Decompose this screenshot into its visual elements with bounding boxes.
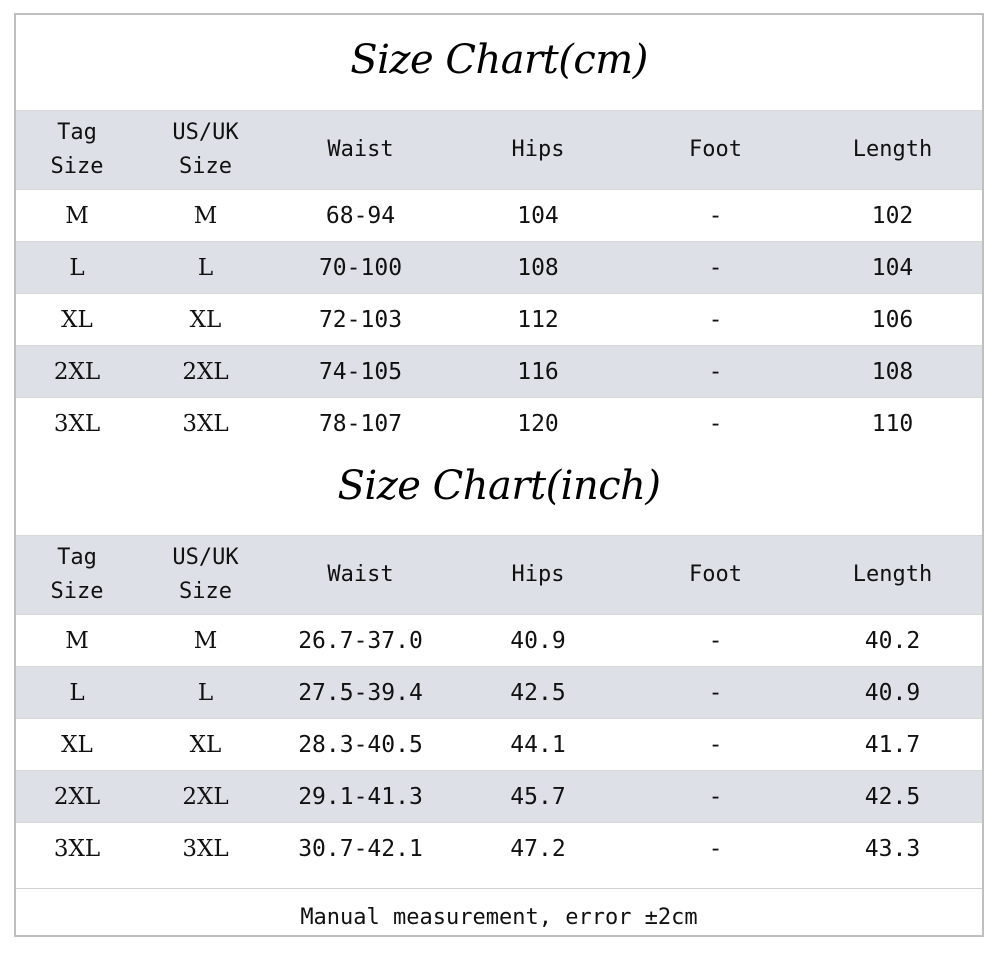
cell-us-uk-size: 2XL [138,771,273,823]
cell-hips: 104 [448,190,628,242]
cell-hips: 44.1 [448,719,628,771]
cell-length: 104 [803,242,982,294]
cell-hips: 120 [448,398,628,450]
cell-hips: 112 [448,294,628,346]
cell-waist: 68-94 [273,190,448,242]
cell-length: 110 [803,398,982,450]
header-hips: Hips [448,536,628,615]
table-row [16,190,982,242]
cell-waist: 26.7-37.0 [273,615,448,667]
cell-foot: - [628,242,803,294]
cell-length: 41.7 [803,719,982,771]
cell-us-uk-size: L [138,242,273,294]
cell-foot: - [628,823,803,875]
cell-tag-size: L [16,242,138,294]
cell-length: 106 [803,294,982,346]
cell-us-uk-size: M [138,190,273,242]
cell-waist: 72-103 [273,294,448,346]
table-header-row [16,536,982,615]
cell-length: 40.9 [803,667,982,719]
cell-waist: 28.3-40.5 [273,719,448,771]
cell-us-uk-size: XL [138,719,273,771]
cell-waist: 70-100 [273,242,448,294]
cell-foot: - [628,615,803,667]
header-length: Length [803,111,982,190]
cell-waist: 29.1-41.3 [273,771,448,823]
header-foot: Foot [628,536,803,615]
table-header-row [16,111,982,190]
table-row [16,346,982,398]
cell-waist: 27.5-39.4 [273,667,448,719]
cell-tag-size: M [16,615,138,667]
table-row [16,771,982,823]
table-row [16,294,982,346]
cell-foot: - [628,294,803,346]
header-hips: Hips [448,111,628,190]
cell-tag-size: L [16,667,138,719]
cell-length: 42.5 [803,771,982,823]
header-foot: Foot [628,111,803,190]
cell-us-uk-size: 3XL [138,398,273,450]
cm-size-table [16,110,982,449]
cell-tag-size: 2XL [16,346,138,398]
header-us-uk-size: US/UK Size [138,536,273,615]
table-row [16,667,982,719]
table-row [16,719,982,771]
cell-waist: 74-105 [273,346,448,398]
cell-us-uk-size: M [138,615,273,667]
size-chart-card [14,13,984,937]
cell-hips: 42.5 [448,667,628,719]
cell-tag-size: 2XL [16,771,138,823]
table-row [16,615,982,667]
cell-foot: - [628,346,803,398]
table-row [16,398,982,450]
header-us-uk-size: US/UK Size [138,111,273,190]
cell-hips: 40.9 [448,615,628,667]
table-row [16,242,982,294]
cell-tag-size: M [16,190,138,242]
table-row [16,823,982,875]
cell-hips: 47.2 [448,823,628,875]
cell-us-uk-size: XL [138,294,273,346]
cell-us-uk-size: 3XL [138,823,273,875]
cell-hips: 45.7 [448,771,628,823]
cell-foot: - [628,190,803,242]
cell-hips: 108 [448,242,628,294]
header-length: Length [803,536,982,615]
cell-waist: 78-107 [273,398,448,450]
cell-tag-size: 3XL [16,398,138,450]
cell-waist: 30.7-42.1 [273,823,448,875]
cell-foot: - [628,667,803,719]
cell-foot: - [628,771,803,823]
cell-tag-size: 3XL [16,823,138,875]
cell-us-uk-size: 2XL [138,346,273,398]
cell-length: 102 [803,190,982,242]
cell-foot: - [628,719,803,771]
cell-tag-size: XL [16,294,138,346]
inch-chart-title: Size Chart(inch) [337,463,661,509]
cell-length: 43.3 [803,823,982,875]
cell-hips: 116 [448,346,628,398]
cell-tag-size: XL [16,719,138,771]
measurement-note: Manual measurement, error ±2cm [16,888,982,938]
cell-foot: - [628,398,803,450]
cell-length: 108 [803,346,982,398]
header-tag-size: Tag Size [16,111,138,190]
cell-us-uk-size: L [138,667,273,719]
inch-size-table [16,535,982,874]
header-waist: Waist [273,111,448,190]
cm-chart-title: Size Chart(cm) [350,37,648,83]
header-tag-size: Tag Size [16,536,138,615]
cell-length: 40.2 [803,615,982,667]
header-waist: Waist [273,536,448,615]
